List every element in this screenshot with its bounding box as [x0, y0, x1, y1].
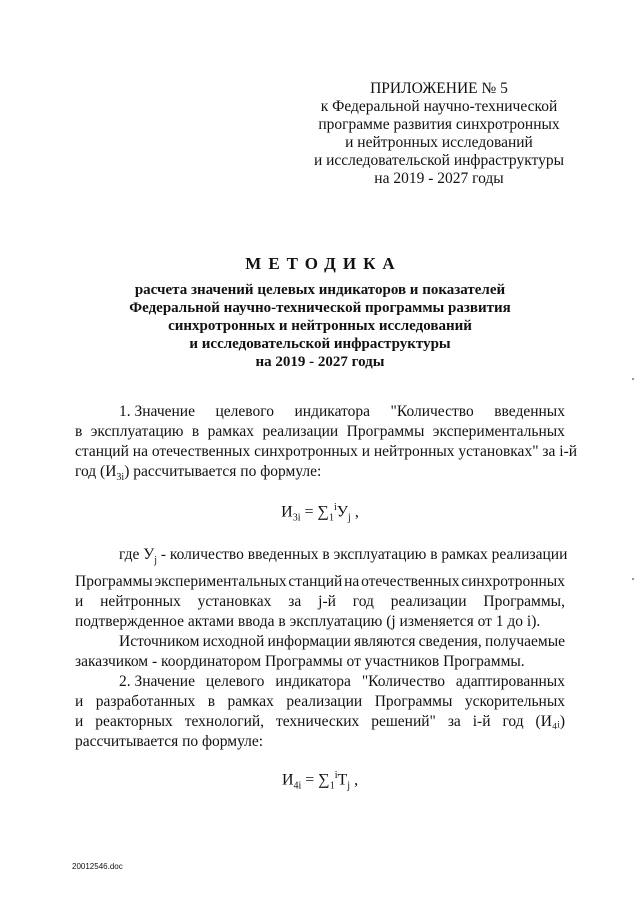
text-line: станций на отечественных синхротронных и нейтронных установках" за i-й — [75, 443, 578, 460]
subtitle-line: синхротронных и нейтронных исследований — [168, 318, 472, 334]
text-line: год $(И_{3i})$ рассчитывается по формуле: — [75, 463, 322, 484]
subtitle-line: Федеральной научно-технической программы развития — [129, 300, 511, 316]
scan-speck — [632, 578, 634, 580]
document-subtitle — [100, 281, 540, 371]
text-line: в эксплуатацию в рамках реализации Программы экспериментальных — [75, 423, 565, 440]
scan-speck — [632, 378, 634, 380]
appendix-line: к Федеральной научно-технической — [320, 98, 558, 115]
text-line: и разработанных в рамках реализации Программы ускорительных — [75, 693, 565, 710]
appendix-line: на 2019 - 2027 годы — [374, 170, 504, 187]
paragraph-1 — [75, 402, 578, 488]
text-line: подтвержденное актами ввода в эксплуатацию (j изменяется от 1 до i). — [75, 613, 541, 630]
subtitle-line: расчета значений целевых индикаторов и показателей — [134, 282, 506, 298]
subtitle-line: и исследовательской инфраструктуры — [189, 336, 451, 352]
text-line: и реакторных технологий, технических решений" за i-й год (И₄ᵢ) — [75, 713, 565, 730]
appendix-line: и исследовательской инфраструктуры — [313, 152, 565, 169]
text-line: 1. Значение целевого индикатора "Количество введенных — [119, 403, 565, 420]
text-line: и нейтронных установках за j-й год реализации Программы, — [75, 593, 565, 610]
appendix-line: ПРИЛОЖЕНИЕ № 5 — [370, 80, 508, 97]
text-line: где $У_j$ - количество введенных в эксплуатацию в рамках реализации — [119, 546, 568, 567]
text-line: рассчитывается по формуле: — [75, 733, 264, 750]
text-line: 2. Значение целевого индикатора "Количество адаптированных — [119, 673, 565, 690]
appendix-line: программе развития синхротронных — [318, 116, 560, 133]
text-line: заказчиком - координатором Программы от участников Программы. — [75, 653, 525, 670]
formula-1: $И_{3i} = \sum_1^iУ_j$ , — [281, 502, 359, 524]
paragraph-2 — [75, 545, 568, 571]
text-line: Источником исходной информации являются сведения, получаемые — [119, 633, 565, 650]
paragraph-2-cont — [75, 572, 565, 752]
document-title: МЕТОДИКА — [245, 254, 402, 273]
file-name-footer: 20012546.doc — [72, 862, 123, 871]
appendix-header — [300, 80, 578, 188]
formula-2: $И_{4i} = \sum_1^iТ_j$ , — [281, 770, 359, 792]
appendix-line: и нейтронных исследований — [345, 134, 533, 151]
subtitle-line: на 2019 - 2027 годы — [255, 354, 385, 370]
text-line: Программы экспериментальных станций на отечественных синхротронных — [75, 573, 565, 590]
